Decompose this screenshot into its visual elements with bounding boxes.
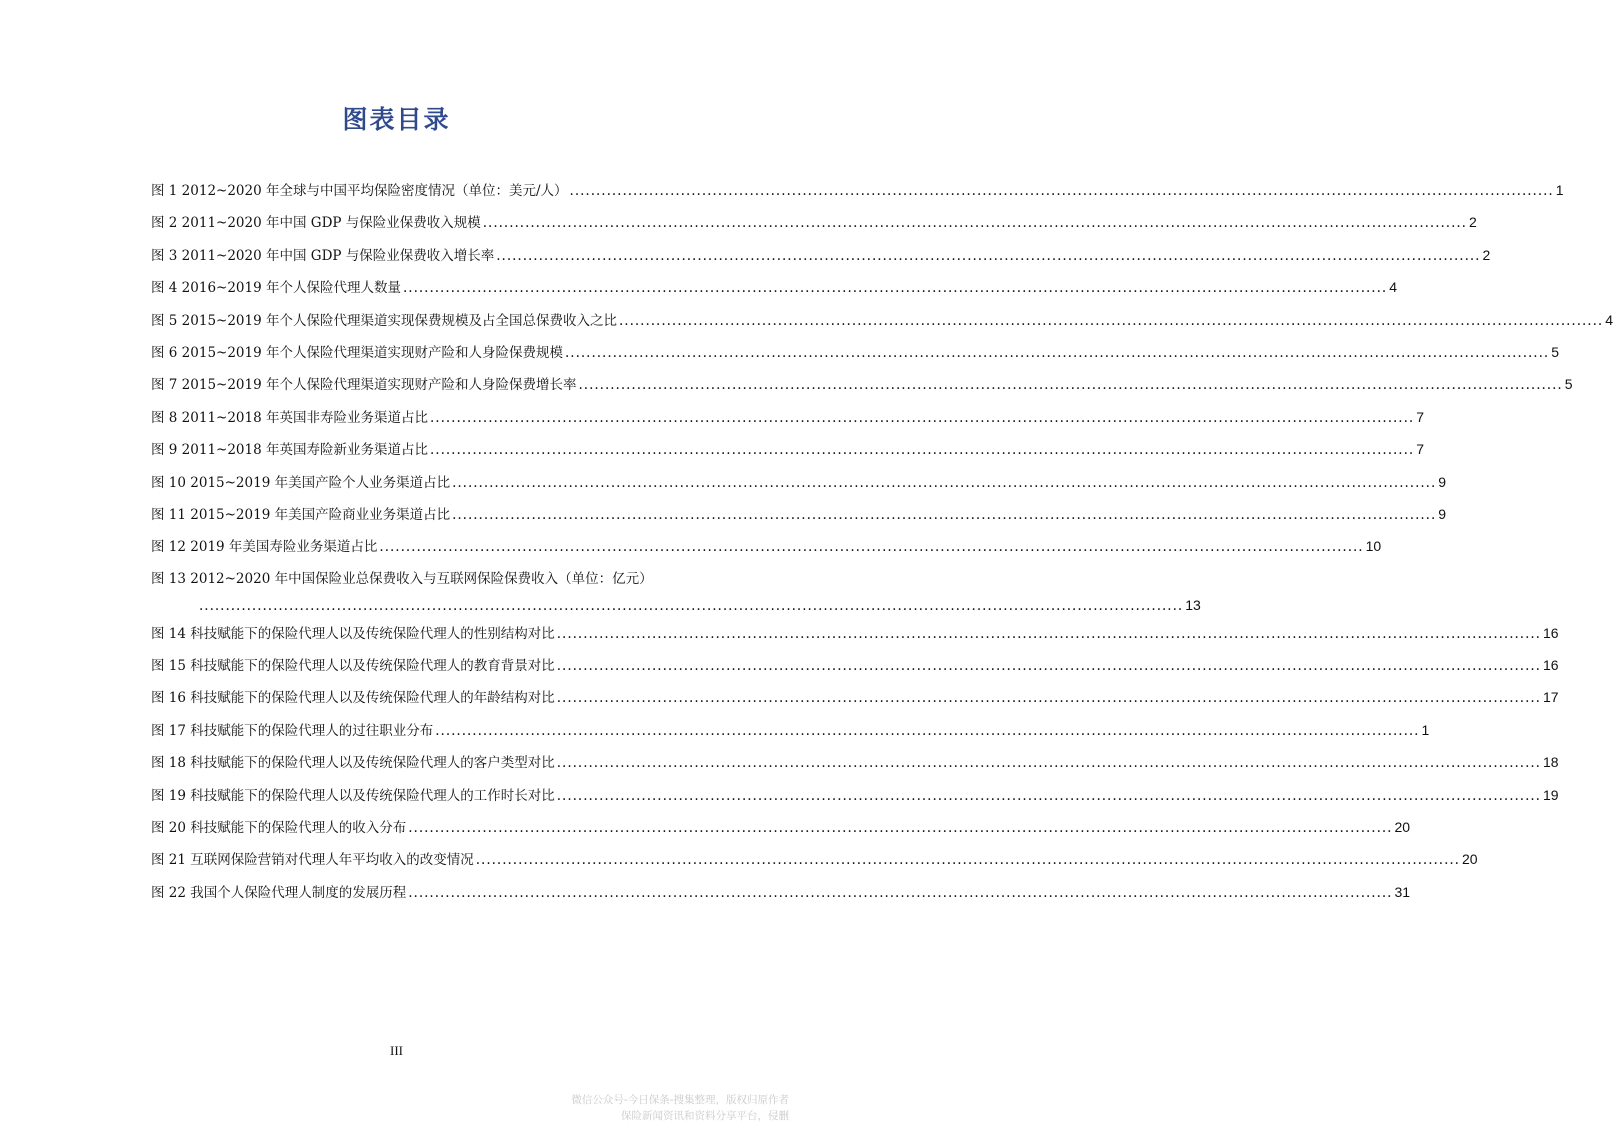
toc-entry-page: 13 [1185, 596, 1201, 613]
toc-entry[interactable] [151, 180, 1564, 212]
toc-entry[interactable] [151, 752, 1559, 784]
toc-entry-continuation [151, 595, 1201, 616]
figure-table-of-contents [151, 180, 1613, 914]
watermark-line: 保险新闻资讯和资料分享平台，侵删 [621, 1110, 789, 1122]
toc-leader-dots [557, 753, 1541, 773]
toc-entry-page: 4 [1605, 311, 1613, 328]
toc-entry-page: 17 [1542, 689, 1559, 706]
toc-entry[interactable] [151, 374, 1573, 406]
toc-entry-page: 1 [1555, 182, 1564, 198]
toc-entry-label: 图 2 2011~2020 年中国 GDP 与保险业保费收入规模 [151, 215, 481, 232]
toc-leader-dots [476, 850, 1460, 870]
toc-leader-dots [430, 440, 1414, 460]
toc-entry-page: 2 [1482, 246, 1491, 263]
toc-entry-label: 图 5 2015~2019 年个人保险代理渠道实现保费规模及占全国总保费收入之比 [151, 312, 617, 329]
toc-leader-dots [199, 596, 1183, 616]
toc-entry[interactable] [151, 472, 1447, 504]
toc-leader-dots [570, 181, 1554, 201]
toc-entry[interactable] [151, 504, 1447, 536]
toc-entry-label: 图 22 我国个人保险代理人制度的发展历程 [151, 884, 407, 901]
watermark [529, 1092, 789, 1124]
toc-entry-page: 7 [1416, 408, 1424, 425]
toc-entry-label: 图 3 2011~2020 年中国 GDP 与保险业保费收入增长率 [151, 247, 495, 264]
toc-entry-page: 7 [1416, 441, 1424, 458]
toc-entry-label: 图 21 互联网保险营销对代理人年平均收入的改变情况 [151, 852, 474, 869]
toc-entry[interactable] [151, 655, 1559, 687]
toc-entry[interactable] [151, 817, 1411, 849]
toc-entry-label: 图 11 2015~2019 年美国产险商业业务渠道占比 [151, 506, 451, 523]
toc-entry-page: 16 [1542, 624, 1559, 641]
toc-entry-page: 1 [1421, 721, 1430, 738]
toc-entry[interactable] [151, 720, 1430, 752]
toc-entry-label: 图 17 科技赋能下的保险代理人的过往职业分布 [151, 722, 434, 739]
toc-entry-label: 图 15 科技赋能下的保险代理人以及传统保险代理人的教育背景对比 [151, 658, 555, 675]
toc-leader-dots [557, 656, 1541, 676]
toc-entry-page: 10 [1365, 538, 1382, 555]
toc-entry-label: 图 8 2011~2018 年英国非寿险业务渠道占比 [151, 409, 428, 426]
toc-entry[interactable] [151, 277, 1397, 309]
toc-entry-page: 5 [1564, 376, 1573, 393]
toc-entry[interactable] [151, 536, 1382, 568]
toc-leader-dots [403, 278, 1387, 298]
toc-leader-dots [557, 624, 1541, 644]
toc-entry-label: 图 13 2012~2020 年中国保险业总保费收入与互联网保险保费收入（单位：亿元） [151, 570, 653, 587]
toc-entry-label: 图 9 2011~2018 年英国寿险新业务渠道占比 [151, 442, 428, 459]
footer-page-number: III [390, 1043, 403, 1058]
toc-entry[interactable] [151, 407, 1424, 439]
toc-leader-dots [579, 375, 1563, 395]
toc-entry-label: 图 10 2015~2019 年美国产险个人业务渠道占比 [151, 474, 451, 491]
toc-leader-dots [452, 505, 1436, 525]
toc-leader-dots [619, 311, 1603, 331]
toc-entry-label: 图 12 2019 年美国寿险业务渠道占比 [151, 539, 378, 556]
toc-entry[interactable] [151, 569, 1201, 623]
toc-leader-dots [557, 786, 1541, 806]
toc-entry[interactable] [151, 439, 1424, 471]
toc-entry-page: 20 [1461, 851, 1478, 868]
toc-entry-label: 图 4 2016~2019 年个人保险代理人数量 [151, 280, 401, 297]
toc-leader-dots [557, 688, 1541, 708]
toc-leader-dots [408, 818, 1392, 838]
toc-entry-label: 图 14 科技赋能下的保险代理人以及传统保险代理人的性别结构对比 [151, 625, 555, 642]
toc-entry-page: 31 [1394, 883, 1411, 900]
toc-entry-label: 图 1 2012~2020 年全球与中国平均保险密度情况（单位：美元/人） [151, 183, 568, 199]
toc-leader-dots [565, 343, 1549, 363]
toc-entry-page: 16 [1542, 657, 1559, 674]
toc-entry[interactable] [151, 849, 1478, 881]
toc-leader-dots [483, 213, 1467, 233]
page-title: 图表目录 [342, 105, 451, 134]
toc-entry-page: 9 [1438, 473, 1447, 490]
toc-entry-label: 图 7 2015~2019 年个人保险代理渠道实现财产险和人身险保费增长率 [151, 377, 577, 394]
toc-entry[interactable] [151, 310, 1613, 342]
toc-entry-label: 图 19 科技赋能下的保险代理人以及传统保险代理人的工作时长对比 [151, 787, 555, 804]
toc-entry-page: 2 [1468, 214, 1477, 231]
toc-entry[interactable] [151, 687, 1559, 719]
toc-entry-page: 20 [1394, 819, 1411, 836]
toc-leader-dots [430, 408, 1414, 428]
watermark-line: 微信公众号-今日保条-搜集整理，版权归原作者 [571, 1094, 789, 1106]
toc-entry-page: 4 [1389, 279, 1397, 296]
toc-leader-dots [452, 473, 1436, 493]
toc-entry-page: 5 [1551, 343, 1559, 360]
toc-entry[interactable] [151, 623, 1559, 655]
toc-entry-label: 图 6 2015~2019 年个人保险代理渠道实现财产险和人身险保费规模 [151, 344, 563, 361]
toc-leader-dots [408, 883, 1392, 903]
toc-entry-label: 图 18 科技赋能下的保险代理人以及传统保险代理人的客户类型对比 [151, 755, 555, 772]
toc-leader-dots [435, 721, 1419, 741]
toc-entry[interactable] [151, 245, 1491, 277]
toc-entry[interactable] [151, 785, 1559, 817]
toc-entry[interactable] [151, 212, 1477, 244]
toc-entry[interactable] [151, 342, 1559, 374]
toc-entry-page: 19 [1542, 786, 1559, 803]
toc-entry-page: 18 [1542, 754, 1559, 771]
toc-entry-label: 图 20 科技赋能下的保险代理人的收入分布 [151, 820, 407, 837]
toc-entry-page: 9 [1438, 505, 1447, 522]
toc-entry-label: 图 16 科技赋能下的保险代理人以及传统保险代理人的年龄结构对比 [151, 690, 555, 707]
toc-leader-dots [496, 246, 1480, 266]
toc-entry[interactable] [151, 882, 1411, 914]
toc-leader-dots [379, 537, 1363, 557]
